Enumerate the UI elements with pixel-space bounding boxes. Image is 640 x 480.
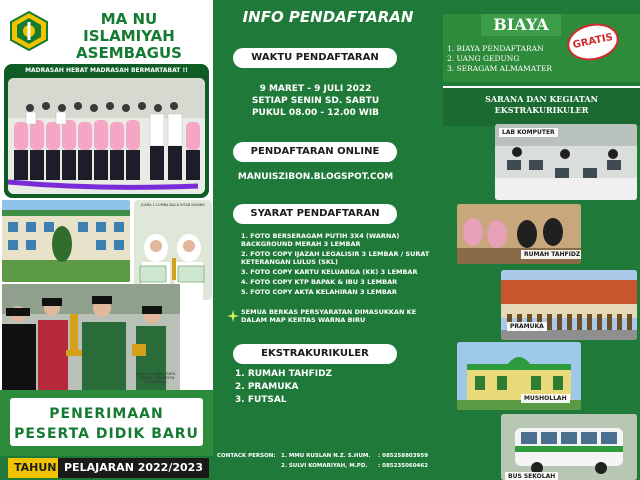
contact-person-1: 1. MMU RUSLAN N.Z. S.HUM. <box>281 453 371 459</box>
ekstra-label: EKSTRAKURIKULER <box>233 344 397 364</box>
contact-person-2: 2. SULVI KOMARIYAH, M.PD. <box>281 463 368 469</box>
middle-column <box>213 0 443 480</box>
trophy-photo-caption: JUARA 1 LOMBA TARTIL TINGKAT KABUPATEN SITUBONDO <box>135 372 177 384</box>
biaya-section <box>443 14 640 82</box>
waktu-hours: PUKUL 08.00 - 12.00 WIB <box>251 108 380 118</box>
pramuka-photo <box>501 270 637 340</box>
ekstra-list <box>235 368 443 407</box>
ppdb-banner <box>0 390 213 456</box>
list-item: 2. UANG GEDUNG <box>447 54 520 63</box>
school-building-photo <box>2 200 130 282</box>
list-item: 3. SERAGAM ALMAMATER <box>447 64 552 73</box>
ppdb-title-line-2: PESERTA DIDIK BARU <box>14 426 199 442</box>
biaya-title: BIAYA <box>481 14 561 36</box>
header-row <box>0 0 213 64</box>
left-column <box>0 0 213 480</box>
biaya-list <box>447 44 552 74</box>
mushollah-photo <box>457 342 581 410</box>
list-item: 3. FOTO COPY KARTU KELUARGA (KK) 3 LEMBAR <box>241 268 418 276</box>
sparkle-icon <box>227 310 239 322</box>
facility-label: BUS SEKOLAH <box>505 472 558 480</box>
bus-sekolah-photo <box>501 414 637 480</box>
syarat-note: SEMUA BERKAS PERSYARATAN DIMASUKKAN KE DALAM MAP KERTAS WARNA BIRU <box>241 308 417 324</box>
facility-label: LAB KOMPUTER <box>499 128 558 137</box>
facility-label: RUMAH TAHFIDZ <box>521 250 581 259</box>
group-photo <box>8 78 205 194</box>
school-logo-icon <box>8 10 50 52</box>
online-label: PENDAFTARAN ONLINE <box>233 142 397 162</box>
list-item: 4. FOTO COPY KTP BAPAK & IBU 3 LEMBAR <box>241 278 398 286</box>
rumah-tahfidz-photo <box>457 204 581 264</box>
year-label: TAHUN <box>8 458 63 478</box>
school-motto: MADRASAH HEBAT MADRASAH BERMARTABAT !! <box>25 67 188 74</box>
syarat-label: SYARAT PENDAFTARAN <box>233 204 397 224</box>
waktu-dates: 9 MARET - 9 JULI 2022 <box>259 84 372 94</box>
school-name: MA NU ISLAMIYAH ASEMBAGUS <box>76 10 182 62</box>
group-photo-frame <box>4 64 209 198</box>
list-item: 1. FOTO BERSERAGAM PUTIH 3X4 (WARNA) BACKGROUND MERAH 3 LEMBAR <box>241 232 400 248</box>
gratis-badge: GRATIS <box>564 19 622 65</box>
facility-label: PRAMUKA <box>507 322 547 331</box>
waktu-label: WAKTU PENDAFTARAN <box>233 48 397 68</box>
ppdb-title-line-1: PENERIMAAN <box>49 406 164 422</box>
academic-year-bar <box>0 456 213 480</box>
syarat-list <box>241 232 441 298</box>
online-url[interactable]: MANUISZIBON.BLOGSPOT.COM <box>237 172 394 182</box>
list-item: 5. FOTO COPY AKTA KELAHIRAN 3 LEMBAR <box>241 288 397 296</box>
ppdb-title-box <box>10 398 203 446</box>
contact-phone-2[interactable]: : 085235060462 <box>378 463 429 469</box>
year-value: PELAJARAN 2022/2023 <box>58 458 209 478</box>
waktu-days: SETIAP SENIN SD. SABTU <box>251 96 380 106</box>
facility-label: MUSHOLLAH <box>521 394 570 403</box>
list-item: 3. FUTSAL <box>235 395 287 405</box>
lab-komputer-photo <box>495 124 637 200</box>
list-item: 1. RUMAH TAHFIDZ <box>235 369 333 379</box>
contact-phone-1[interactable]: : 085258803959 <box>378 453 429 459</box>
award-photo-caption: JUARA 1 LOMBA BACA KITAB KUNING <box>140 203 206 207</box>
ppdb-title <box>10 404 203 444</box>
sarana-title: SARANA DAN KEGIATAN EKSTRAKURIKULER <box>485 94 598 115</box>
contact-label: CONTACK PERSON: <box>217 453 276 459</box>
bus-illustration <box>501 414 637 480</box>
sarana-section <box>443 86 640 126</box>
right-column <box>443 0 640 480</box>
info-title: INFO PENDAFTARAN <box>242 8 414 26</box>
list-item: 1. BIAYA PENDAFTARAN <box>447 44 544 53</box>
list-item: 2. PRAMUKA <box>235 382 299 392</box>
list-item: 2. FOTO COPY IJAZAH LEGALISIR 3 LEMBAR / SURAT KETERANGAN LULUS (SKL) <box>241 250 430 266</box>
